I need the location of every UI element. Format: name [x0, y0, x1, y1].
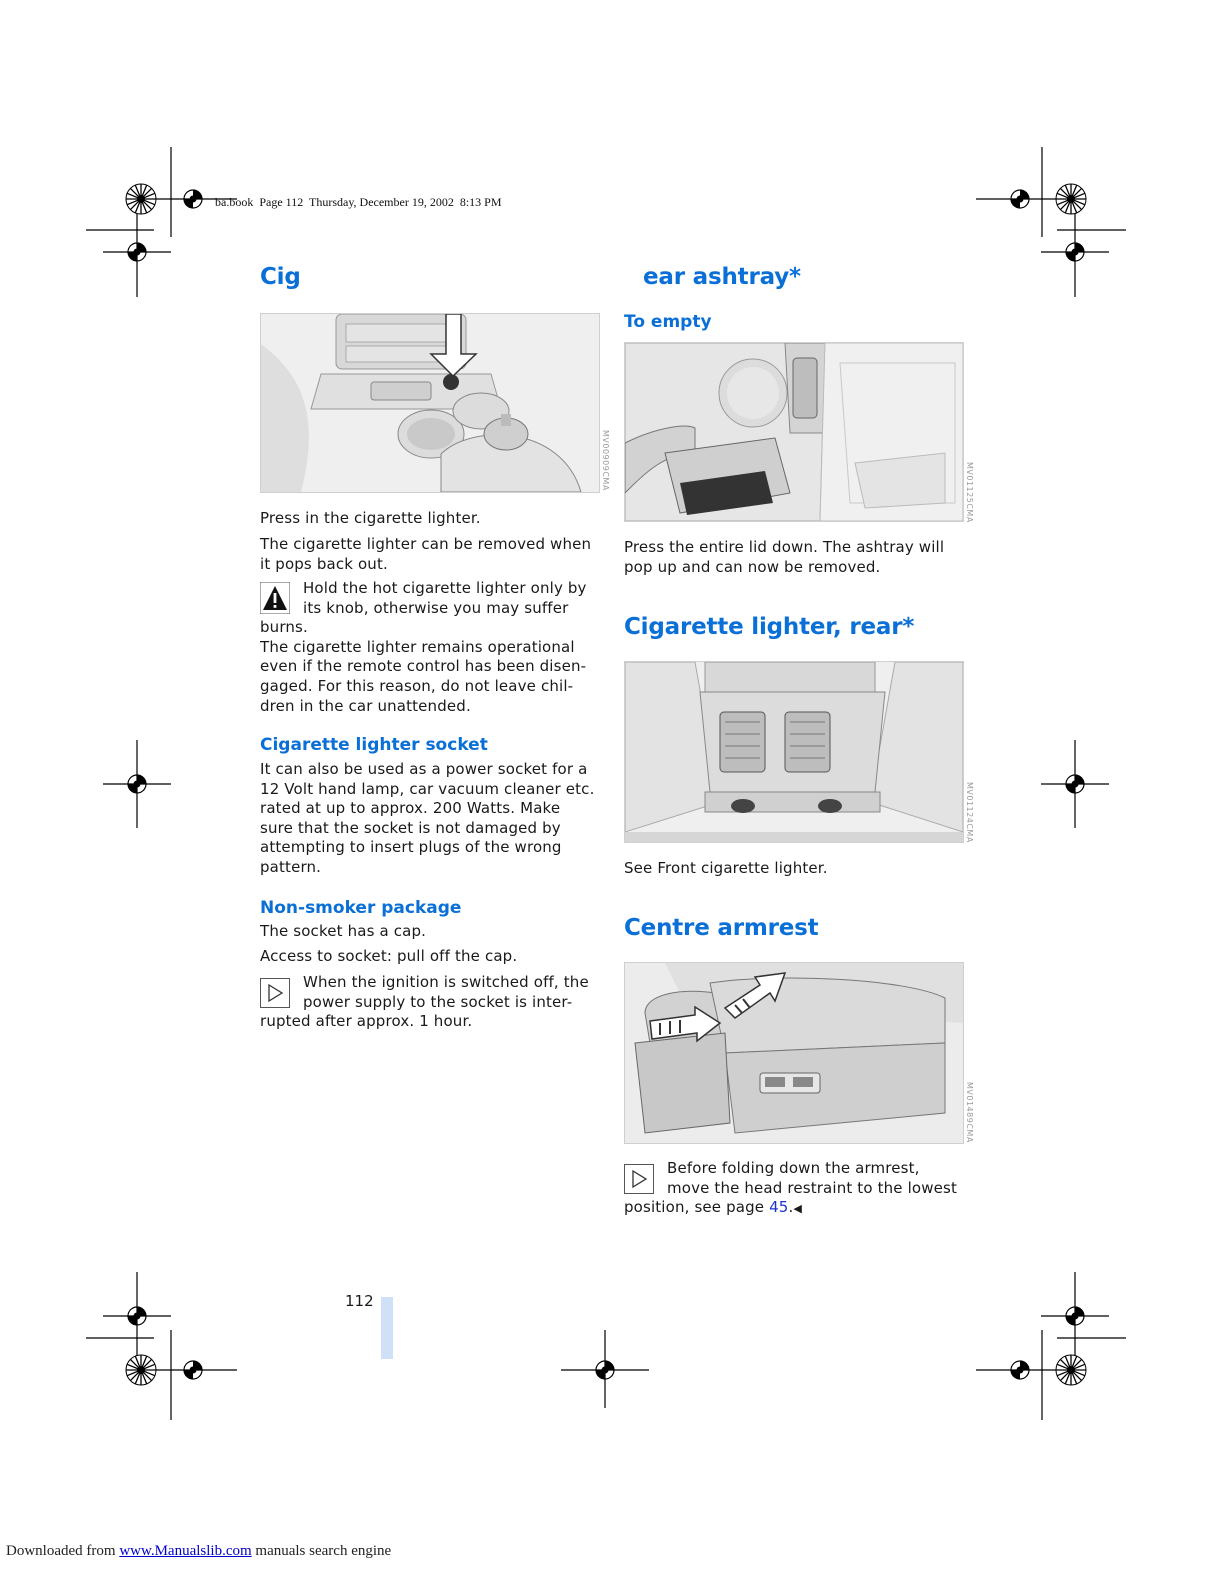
heading-to-empty: To empty	[624, 312, 712, 332]
page-number: 112	[345, 1292, 374, 1310]
heading-cigarette-lighter-rear: Cigarette lighter, rear*	[624, 614, 915, 640]
page-title-part2: ear ashtray*	[643, 264, 801, 290]
figure-rear-ashtray	[624, 342, 964, 522]
figure-code: MV01489CMA	[965, 1082, 974, 1143]
figure-code: MV01124CMA	[965, 782, 974, 843]
heading-lighter-socket: Cigarette lighter socket	[260, 735, 488, 755]
paragraph-remove-lighter: The cigarette lighter can be removed when it pops back out.	[260, 535, 592, 573]
figure-front-lighter	[260, 313, 600, 493]
paragraph-to-empty: Press the entire lid down. The ashtray will pop up and can now be removed.	[624, 538, 945, 576]
note-armrest: Before folding down the armrest, move the head restraint to the lowest position, see page 45.◀	[624, 1159, 958, 1217]
figure-code: MV01125CMA	[965, 462, 974, 523]
page-link-45[interactable]: 45	[769, 1198, 789, 1217]
figure-rear-lighter	[624, 661, 964, 843]
print-header: ba.book Page 112 Thursday, December 19, 2002 8:13 PM	[215, 195, 502, 209]
end-triangle-icon: ◀	[793, 1202, 803, 1216]
figure-centre-armrest	[624, 962, 964, 1144]
page-marker-bar	[381, 1297, 393, 1359]
note-ignition: When the ignition is switched off, the power supply to the socket is inter- rupted after approx. 1 hour.	[260, 973, 589, 1031]
paragraph-see-front: See Front cigarette lighter.	[624, 859, 828, 877]
paragraph-access-socket: Access to socket: pull off the cap.	[260, 947, 518, 965]
manualslib-link[interactable]: www.Manualslib.com	[119, 1543, 252, 1559]
download-footer: Downloaded from www.Manualslib.com manuals search engine	[6, 1543, 392, 1559]
paragraph-socket: It can also be used as a power socket for a 12 Volt hand lamp, car vacuum cleaner etc. rated at up to approx. 200 Watts. Make sure that the socket is not damaged by attempting to insert plugs of the wrong pattern.	[260, 760, 595, 876]
paragraph-socket-cap: The socket has a cap.	[260, 922, 427, 940]
paragraph-press-lighter: Press in the cigarette lighter.	[260, 509, 481, 527]
heading-non-smoker: Non-smoker package	[260, 898, 462, 918]
page-title-part1: Cig	[260, 264, 301, 290]
heading-centre-armrest: Centre armrest	[624, 915, 819, 941]
figure-code: MV00909CMA	[601, 430, 610, 491]
warning-text: Hold the hot cigarette lighter only by its knob, otherwise you may suffer burns. The cigarette lighter remains operational even if the remote control has been disen- gaged. For this reason, do not leave chil- dren in the car unattended.	[260, 579, 587, 715]
